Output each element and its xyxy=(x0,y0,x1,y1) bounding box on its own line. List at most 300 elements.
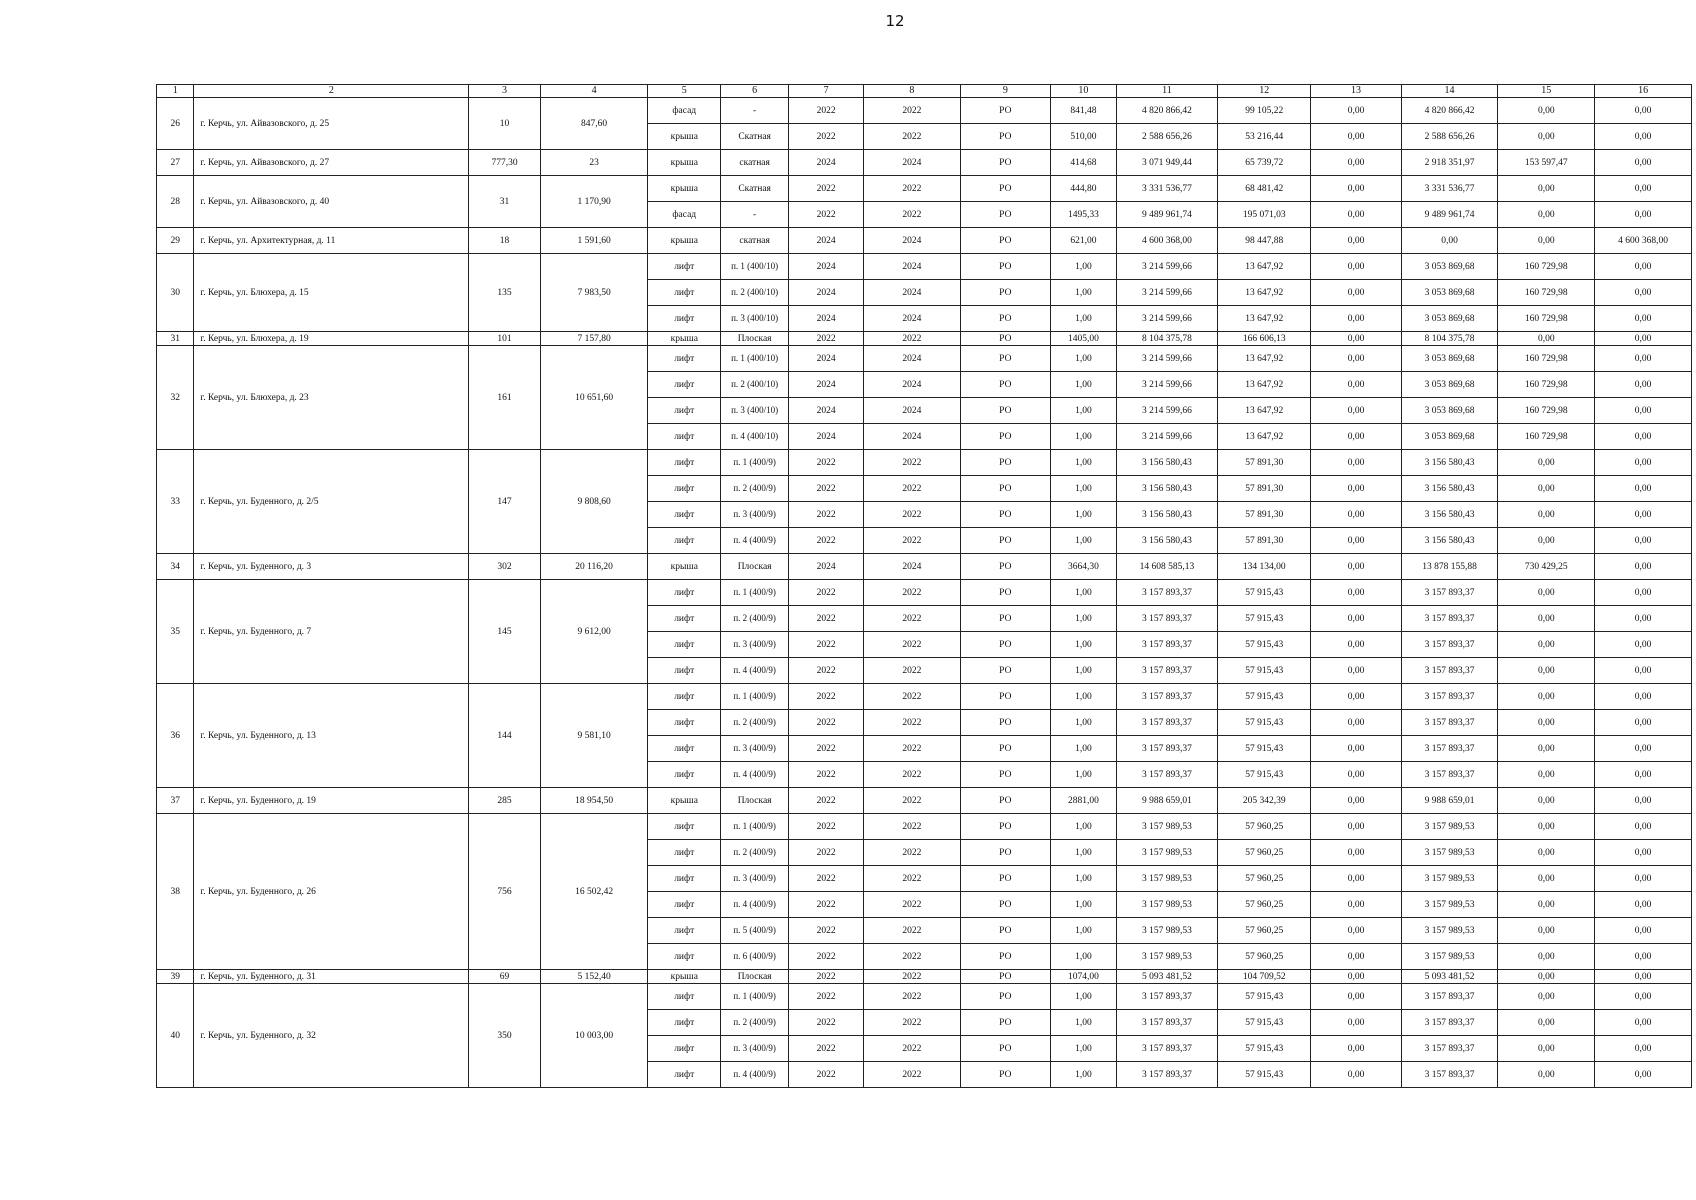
column-number-header: 14 xyxy=(1401,85,1498,98)
unit-cost-cell: 53 216,44 xyxy=(1218,124,1311,150)
volume-cell: 1,00 xyxy=(1050,254,1116,280)
total-cost-cell: 3 214 599,66 xyxy=(1116,398,1217,424)
method-cell: РО xyxy=(960,98,1050,124)
total-cost-cell: 3 157 893,37 xyxy=(1116,1062,1217,1088)
fund-a-cell: 0,00 xyxy=(1311,918,1401,944)
table-row xyxy=(157,684,1692,710)
fund-c-cell: 0,00 xyxy=(1498,918,1595,944)
fund-d-cell: 0,00 xyxy=(1595,202,1692,228)
work-type-cell: лифт xyxy=(648,736,721,762)
fund-c-cell: 0,00 xyxy=(1498,476,1595,502)
work-type-cell: лифт xyxy=(648,710,721,736)
table-row xyxy=(157,450,1692,476)
start-year-cell: 2022 xyxy=(789,606,864,632)
volume-cell: 1,00 xyxy=(1050,580,1116,606)
fund-d-cell: 0,00 xyxy=(1595,1010,1692,1036)
unit-cost-cell: 195 071,03 xyxy=(1218,202,1311,228)
fund-a-cell: 0,00 xyxy=(1311,1036,1401,1062)
work-detail-cell: п. 4 (400/10) xyxy=(721,424,789,450)
total-cost-cell: 3 156 580,43 xyxy=(1116,450,1217,476)
work-type-cell: крыша xyxy=(648,228,721,254)
fund-b-cell: 3 053 869,68 xyxy=(1401,254,1498,280)
fund-d-cell: 0,00 xyxy=(1595,424,1692,450)
area-cell: 16 502,42 xyxy=(540,814,648,970)
work-type-cell: лифт xyxy=(648,632,721,658)
end-year-cell: 2024 xyxy=(863,254,960,280)
record-number-cell: 35 xyxy=(157,580,194,684)
table-row xyxy=(157,254,1692,280)
total-cost-cell: 3 331 536,77 xyxy=(1116,176,1217,202)
volume-cell: 1,00 xyxy=(1050,814,1116,840)
end-year-cell: 2022 xyxy=(863,710,960,736)
start-year-cell: 2022 xyxy=(789,502,864,528)
volume-cell: 1,00 xyxy=(1050,1062,1116,1088)
fund-c-cell: 160 729,98 xyxy=(1498,306,1595,332)
start-year-cell: 2022 xyxy=(789,866,864,892)
work-type-cell: лифт xyxy=(648,476,721,502)
address-cell: г. Керчь, ул. Буденного, д. 31 xyxy=(194,970,469,984)
method-cell: РО xyxy=(960,202,1050,228)
volume-cell: 1,00 xyxy=(1050,918,1116,944)
fund-d-cell: 0,00 xyxy=(1595,306,1692,332)
unit-cost-cell: 57 960,25 xyxy=(1218,866,1311,892)
unit-cost-cell: 57 915,43 xyxy=(1218,1062,1311,1088)
start-year-cell: 2022 xyxy=(789,528,864,554)
work-detail-cell: п. 2 (400/9) xyxy=(721,840,789,866)
work-type-cell: лифт xyxy=(648,502,721,528)
work-detail-cell: п. 2 (400/9) xyxy=(721,1010,789,1036)
work-detail-cell: п. 4 (400/9) xyxy=(721,1062,789,1088)
table-row xyxy=(157,814,1692,840)
apartments-cell: 135 xyxy=(469,254,540,332)
end-year-cell: 2024 xyxy=(863,554,960,580)
fund-b-cell: 3 156 580,43 xyxy=(1401,450,1498,476)
work-type-cell: лифт xyxy=(648,528,721,554)
apartments-cell: 31 xyxy=(469,176,540,228)
address-cell: г. Керчь, ул. Айвазовского, д. 27 xyxy=(194,150,469,176)
start-year-cell: 2022 xyxy=(789,984,864,1010)
start-year-cell: 2022 xyxy=(789,762,864,788)
record-number-cell: 37 xyxy=(157,788,194,814)
column-number-header: 11 xyxy=(1116,85,1217,98)
area-cell: 9 612,00 xyxy=(540,580,648,684)
start-year-cell: 2022 xyxy=(789,918,864,944)
address-cell: г. Керчь, ул. Буденного, д. 7 xyxy=(194,580,469,684)
fund-c-cell: 0,00 xyxy=(1498,684,1595,710)
area-cell: 20 116,20 xyxy=(540,554,648,580)
capital-repair-table xyxy=(156,84,1692,1088)
start-year-cell: 2022 xyxy=(789,98,864,124)
fund-a-cell: 0,00 xyxy=(1311,424,1401,450)
unit-cost-cell: 57 915,43 xyxy=(1218,762,1311,788)
volume-cell: 1,00 xyxy=(1050,398,1116,424)
total-cost-cell: 3 157 989,53 xyxy=(1116,866,1217,892)
record-number-cell: 29 xyxy=(157,228,194,254)
fund-b-cell: 3 053 869,68 xyxy=(1401,280,1498,306)
fund-b-cell: 3 157 893,37 xyxy=(1401,684,1498,710)
method-cell: РО xyxy=(960,892,1050,918)
total-cost-cell: 4 600 368,00 xyxy=(1116,228,1217,254)
start-year-cell: 2022 xyxy=(789,476,864,502)
fund-b-cell: 3 156 580,43 xyxy=(1401,476,1498,502)
volume-cell: 841,48 xyxy=(1050,98,1116,124)
volume-cell: 1,00 xyxy=(1050,984,1116,1010)
volume-cell: 1,00 xyxy=(1050,424,1116,450)
fund-b-cell: 3 157 989,53 xyxy=(1401,918,1498,944)
fund-b-cell: 2 588 656,26 xyxy=(1401,124,1498,150)
fund-d-cell: 0,00 xyxy=(1595,866,1692,892)
volume-cell: 1,00 xyxy=(1050,684,1116,710)
fund-a-cell: 0,00 xyxy=(1311,332,1401,346)
fund-a-cell: 0,00 xyxy=(1311,944,1401,970)
fund-b-cell: 4 820 866,42 xyxy=(1401,98,1498,124)
fund-c-cell: 0,00 xyxy=(1498,1010,1595,1036)
apartments-cell: 777,30 xyxy=(469,150,540,176)
total-cost-cell: 3 157 893,37 xyxy=(1116,606,1217,632)
fund-c-cell: 0,00 xyxy=(1498,606,1595,632)
record-number-cell: 34 xyxy=(157,554,194,580)
fund-a-cell: 0,00 xyxy=(1311,1010,1401,1036)
fund-b-cell: 5 093 481,52 xyxy=(1401,970,1498,984)
area-cell: 10 003,00 xyxy=(540,984,648,1088)
fund-c-cell: 0,00 xyxy=(1498,202,1595,228)
work-detail-cell: Скатная xyxy=(721,176,789,202)
volume-cell: 510,00 xyxy=(1050,124,1116,150)
volume-cell: 1,00 xyxy=(1050,450,1116,476)
total-cost-cell: 9 988 659,01 xyxy=(1116,788,1217,814)
end-year-cell: 2022 xyxy=(863,658,960,684)
end-year-cell: 2022 xyxy=(863,98,960,124)
method-cell: РО xyxy=(960,1062,1050,1088)
volume-cell: 1,00 xyxy=(1050,476,1116,502)
column-number-row xyxy=(157,85,1692,98)
total-cost-cell: 3 214 599,66 xyxy=(1116,424,1217,450)
work-type-cell: крыша xyxy=(648,332,721,346)
total-cost-cell: 2 588 656,26 xyxy=(1116,124,1217,150)
unit-cost-cell: 57 915,43 xyxy=(1218,736,1311,762)
area-cell: 9 808,60 xyxy=(540,450,648,554)
start-year-cell: 2022 xyxy=(789,944,864,970)
fund-d-cell: 0,00 xyxy=(1595,580,1692,606)
work-detail-cell: п. 4 (400/9) xyxy=(721,892,789,918)
record-number-cell: 32 xyxy=(157,346,194,450)
fund-b-cell: 13 878 155,88 xyxy=(1401,554,1498,580)
fund-a-cell: 0,00 xyxy=(1311,1062,1401,1088)
method-cell: РО xyxy=(960,124,1050,150)
total-cost-cell: 3 156 580,43 xyxy=(1116,502,1217,528)
method-cell: РО xyxy=(960,866,1050,892)
start-year-cell: 2022 xyxy=(789,736,864,762)
column-number-header: 15 xyxy=(1498,85,1595,98)
total-cost-cell: 3 157 893,37 xyxy=(1116,632,1217,658)
end-year-cell: 2022 xyxy=(863,684,960,710)
work-detail-cell: п. 3 (400/9) xyxy=(721,632,789,658)
fund-d-cell: 0,00 xyxy=(1595,632,1692,658)
end-year-cell: 2022 xyxy=(863,866,960,892)
fund-b-cell: 3 157 989,53 xyxy=(1401,814,1498,840)
fund-a-cell: 0,00 xyxy=(1311,502,1401,528)
total-cost-cell: 8 104 375,78 xyxy=(1116,332,1217,346)
address-cell: г. Керчь, ул. Буденного, д. 26 xyxy=(194,814,469,970)
total-cost-cell: 3 157 893,37 xyxy=(1116,736,1217,762)
unit-cost-cell: 98 447,88 xyxy=(1218,228,1311,254)
address-cell: г. Керчь, ул. Айвазовского, д. 40 xyxy=(194,176,469,228)
fund-b-cell: 3 053 869,68 xyxy=(1401,372,1498,398)
unit-cost-cell: 104 709,52 xyxy=(1218,970,1311,984)
fund-a-cell: 0,00 xyxy=(1311,150,1401,176)
fund-d-cell: 0,00 xyxy=(1595,554,1692,580)
work-type-cell: лифт xyxy=(648,814,721,840)
fund-d-cell: 0,00 xyxy=(1595,918,1692,944)
fund-c-cell: 0,00 xyxy=(1498,814,1595,840)
column-number-header: 8 xyxy=(863,85,960,98)
fund-c-cell: 0,00 xyxy=(1498,1036,1595,1062)
area-cell: 10 651,60 xyxy=(540,346,648,450)
fund-b-cell: 3 053 869,68 xyxy=(1401,398,1498,424)
work-detail-cell: п. 2 (400/10) xyxy=(721,372,789,398)
end-year-cell: 2024 xyxy=(863,398,960,424)
unit-cost-cell: 57 960,25 xyxy=(1218,892,1311,918)
method-cell: РО xyxy=(960,840,1050,866)
fund-b-cell: 3 156 580,43 xyxy=(1401,528,1498,554)
fund-b-cell: 8 104 375,78 xyxy=(1401,332,1498,346)
address-cell: г. Керчь, ул. Блюхера, д. 19 xyxy=(194,332,469,346)
address-cell: г. Керчь, ул. Буденного, д. 2/5 xyxy=(194,450,469,554)
fund-c-cell: 0,00 xyxy=(1498,866,1595,892)
start-year-cell: 2022 xyxy=(789,1062,864,1088)
area-cell: 18 954,50 xyxy=(540,788,648,814)
fund-a-cell: 0,00 xyxy=(1311,228,1401,254)
end-year-cell: 2022 xyxy=(863,202,960,228)
fund-c-cell: 160 729,98 xyxy=(1498,372,1595,398)
unit-cost-cell: 68 481,42 xyxy=(1218,176,1311,202)
start-year-cell: 2022 xyxy=(789,332,864,346)
start-year-cell: 2022 xyxy=(789,580,864,606)
fund-b-cell: 3 157 893,37 xyxy=(1401,984,1498,1010)
start-year-cell: 2024 xyxy=(789,424,864,450)
fund-a-cell: 0,00 xyxy=(1311,710,1401,736)
fund-b-cell: 3 157 893,37 xyxy=(1401,1010,1498,1036)
work-detail-cell: п. 1 (400/10) xyxy=(721,346,789,372)
start-year-cell: 2024 xyxy=(789,398,864,424)
column-number-header: 5 xyxy=(648,85,721,98)
end-year-cell: 2022 xyxy=(863,944,960,970)
total-cost-cell: 3 157 893,37 xyxy=(1116,658,1217,684)
record-number-cell: 28 xyxy=(157,176,194,228)
volume-cell: 1,00 xyxy=(1050,632,1116,658)
unit-cost-cell: 57 960,25 xyxy=(1218,944,1311,970)
fund-b-cell: 9 489 961,74 xyxy=(1401,202,1498,228)
work-detail-cell: Плоская xyxy=(721,332,789,346)
unit-cost-cell: 57 915,43 xyxy=(1218,580,1311,606)
fund-d-cell: 0,00 xyxy=(1595,892,1692,918)
fund-c-cell: 0,00 xyxy=(1498,98,1595,124)
area-cell: 847,60 xyxy=(540,98,648,150)
fund-c-cell: 0,00 xyxy=(1498,1062,1595,1088)
work-detail-cell: п. 3 (400/10) xyxy=(721,306,789,332)
method-cell: РО xyxy=(960,580,1050,606)
total-cost-cell: 3 157 893,37 xyxy=(1116,1036,1217,1062)
fund-c-cell: 0,00 xyxy=(1498,970,1595,984)
end-year-cell: 2022 xyxy=(863,1036,960,1062)
unit-cost-cell: 57 915,43 xyxy=(1218,984,1311,1010)
end-year-cell: 2022 xyxy=(863,1062,960,1088)
unit-cost-cell: 99 105,22 xyxy=(1218,98,1311,124)
fund-a-cell: 0,00 xyxy=(1311,840,1401,866)
work-detail-cell: скатная xyxy=(721,228,789,254)
fund-d-cell: 0,00 xyxy=(1595,1062,1692,1088)
fund-d-cell: 0,00 xyxy=(1595,970,1692,984)
apartments-cell: 144 xyxy=(469,684,540,788)
work-detail-cell: п. 3 (400/10) xyxy=(721,398,789,424)
fund-d-cell: 0,00 xyxy=(1595,124,1692,150)
total-cost-cell: 5 093 481,52 xyxy=(1116,970,1217,984)
column-number-header: 9 xyxy=(960,85,1050,98)
fund-d-cell: 0,00 xyxy=(1595,176,1692,202)
fund-c-cell: 0,00 xyxy=(1498,632,1595,658)
column-number-header: 12 xyxy=(1218,85,1311,98)
work-detail-cell: п. 3 (400/9) xyxy=(721,736,789,762)
fund-d-cell: 0,00 xyxy=(1595,150,1692,176)
fund-d-cell: 0,00 xyxy=(1595,1036,1692,1062)
address-cell: г. Керчь, ул. Буденного, д. 13 xyxy=(194,684,469,788)
fund-a-cell: 0,00 xyxy=(1311,202,1401,228)
method-cell: РО xyxy=(960,1036,1050,1062)
work-detail-cell: п. 3 (400/9) xyxy=(721,1036,789,1062)
fund-a-cell: 0,00 xyxy=(1311,970,1401,984)
volume-cell: 1,00 xyxy=(1050,1036,1116,1062)
fund-a-cell: 0,00 xyxy=(1311,476,1401,502)
table-row xyxy=(157,554,1692,580)
address-cell: г. Керчь, ул. Айвазовского, д. 25 xyxy=(194,98,469,150)
volume-cell: 1405,00 xyxy=(1050,332,1116,346)
total-cost-cell: 4 820 866,42 xyxy=(1116,98,1217,124)
fund-c-cell: 0,00 xyxy=(1498,762,1595,788)
volume-cell: 3664,30 xyxy=(1050,554,1116,580)
total-cost-cell: 3 214 599,66 xyxy=(1116,346,1217,372)
volume-cell: 1,00 xyxy=(1050,372,1116,398)
apartments-cell: 18 xyxy=(469,228,540,254)
fund-c-cell: 153 597,47 xyxy=(1498,150,1595,176)
fund-d-cell: 0,00 xyxy=(1595,684,1692,710)
start-year-cell: 2024 xyxy=(789,280,864,306)
method-cell: РО xyxy=(960,1010,1050,1036)
record-number-cell: 26 xyxy=(157,98,194,150)
fund-b-cell: 3 157 893,37 xyxy=(1401,1036,1498,1062)
fund-c-cell: 0,00 xyxy=(1498,892,1595,918)
fund-a-cell: 0,00 xyxy=(1311,658,1401,684)
work-detail-cell: п. 4 (400/9) xyxy=(721,762,789,788)
column-number-header: 2 xyxy=(194,85,469,98)
area-cell: 7 157,80 xyxy=(540,332,648,346)
start-year-cell: 2022 xyxy=(789,1036,864,1062)
fund-b-cell: 3 157 893,37 xyxy=(1401,736,1498,762)
unit-cost-cell: 57 915,43 xyxy=(1218,658,1311,684)
fund-b-cell: 3 053 869,68 xyxy=(1401,346,1498,372)
work-detail-cell: п. 1 (400/9) xyxy=(721,580,789,606)
method-cell: РО xyxy=(960,306,1050,332)
work-detail-cell: скатная xyxy=(721,150,789,176)
volume-cell: 1,00 xyxy=(1050,346,1116,372)
total-cost-cell: 3 156 580,43 xyxy=(1116,476,1217,502)
table-row xyxy=(157,176,1692,202)
work-detail-cell: п. 1 (400/10) xyxy=(721,254,789,280)
total-cost-cell: 3 157 989,53 xyxy=(1116,814,1217,840)
start-year-cell: 2022 xyxy=(789,788,864,814)
apartments-cell: 101 xyxy=(469,332,540,346)
area-cell: 7 983,50 xyxy=(540,254,648,332)
start-year-cell: 2022 xyxy=(789,710,864,736)
method-cell: РО xyxy=(960,658,1050,684)
record-number-cell: 36 xyxy=(157,684,194,788)
fund-a-cell: 0,00 xyxy=(1311,762,1401,788)
work-type-cell: крыша xyxy=(648,970,721,984)
unit-cost-cell: 57 891,30 xyxy=(1218,450,1311,476)
fund-b-cell: 3 157 893,37 xyxy=(1401,762,1498,788)
method-cell: РО xyxy=(960,984,1050,1010)
work-type-cell: крыша xyxy=(648,150,721,176)
work-type-cell: крыша xyxy=(648,176,721,202)
start-year-cell: 2024 xyxy=(789,254,864,280)
work-type-cell: лифт xyxy=(648,254,721,280)
work-type-cell: лифт xyxy=(648,580,721,606)
address-cell: г. Керчь, ул. Буденного, д. 32 xyxy=(194,984,469,1088)
work-type-cell: лифт xyxy=(648,398,721,424)
end-year-cell: 2024 xyxy=(863,306,960,332)
unit-cost-cell: 57 915,43 xyxy=(1218,684,1311,710)
method-cell: РО xyxy=(960,254,1050,280)
method-cell: РО xyxy=(960,736,1050,762)
work-type-cell: лифт xyxy=(648,606,721,632)
fund-b-cell: 2 918 351,97 xyxy=(1401,150,1498,176)
fund-c-cell: 0,00 xyxy=(1498,736,1595,762)
unit-cost-cell: 57 915,43 xyxy=(1218,1010,1311,1036)
method-cell: РО xyxy=(960,372,1050,398)
table-row xyxy=(157,346,1692,372)
end-year-cell: 2022 xyxy=(863,970,960,984)
volume-cell: 1074,00 xyxy=(1050,970,1116,984)
column-number-header: 13 xyxy=(1311,85,1401,98)
fund-c-cell: 0,00 xyxy=(1498,658,1595,684)
fund-a-cell: 0,00 xyxy=(1311,398,1401,424)
record-number-cell: 40 xyxy=(157,984,194,1088)
unit-cost-cell: 57 915,43 xyxy=(1218,710,1311,736)
method-cell: РО xyxy=(960,814,1050,840)
fund-b-cell: 3 157 989,53 xyxy=(1401,840,1498,866)
start-year-cell: 2024 xyxy=(789,150,864,176)
method-cell: РО xyxy=(960,944,1050,970)
fund-c-cell: 0,00 xyxy=(1498,944,1595,970)
page-number: 12 xyxy=(885,12,905,30)
work-type-cell: лифт xyxy=(648,984,721,1010)
method-cell: РО xyxy=(960,502,1050,528)
start-year-cell: 2022 xyxy=(789,1010,864,1036)
fund-a-cell: 0,00 xyxy=(1311,254,1401,280)
total-cost-cell: 3 157 893,37 xyxy=(1116,762,1217,788)
address-cell: г. Керчь, ул. Буденного, д. 19 xyxy=(194,788,469,814)
fund-b-cell: 3 157 893,37 xyxy=(1401,632,1498,658)
end-year-cell: 2024 xyxy=(863,372,960,398)
work-type-cell: лифт xyxy=(648,892,721,918)
fund-d-cell: 0,00 xyxy=(1595,528,1692,554)
unit-cost-cell: 13 647,92 xyxy=(1218,346,1311,372)
start-year-cell: 2022 xyxy=(789,176,864,202)
fund-c-cell: 0,00 xyxy=(1498,528,1595,554)
end-year-cell: 2022 xyxy=(863,762,960,788)
total-cost-cell: 3 157 893,37 xyxy=(1116,684,1217,710)
start-year-cell: 2022 xyxy=(789,684,864,710)
total-cost-cell: 3 071 949,44 xyxy=(1116,150,1217,176)
